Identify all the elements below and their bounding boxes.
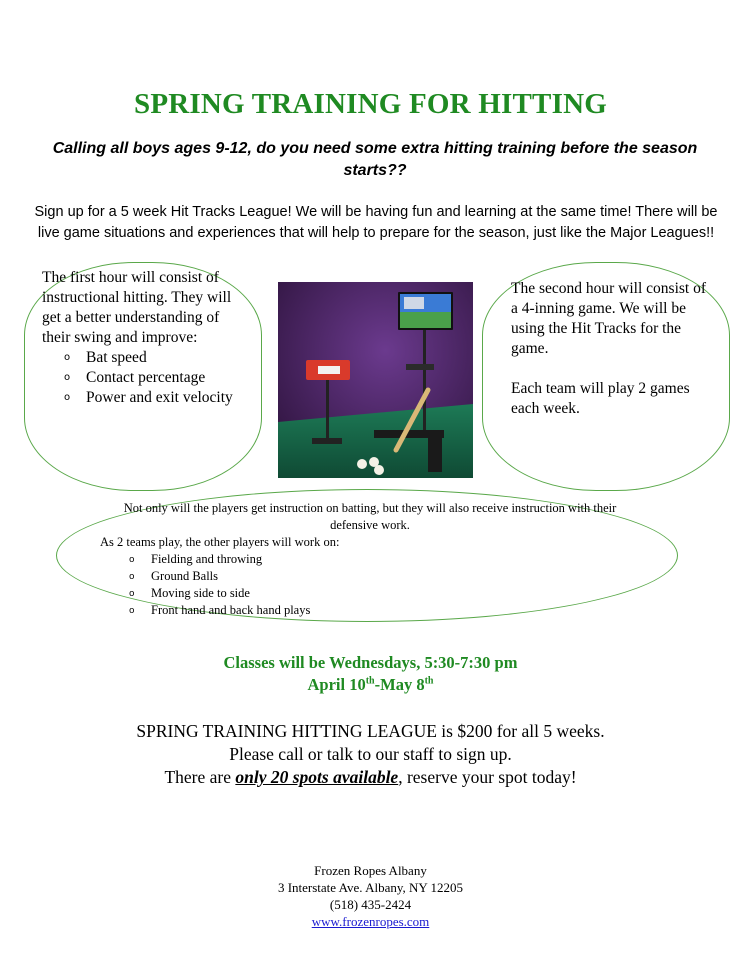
pricing-info (0, 720, 741, 789)
list-item: o Bat speed (64, 349, 147, 366)
bullet-icon: o (129, 606, 135, 616)
class-time: Classes will be Wednesdays, 5:30-7:30 pm (223, 653, 518, 672)
contact-footer (0, 862, 741, 930)
list-item: o Front hand and back hand plays (100, 602, 640, 619)
spots-line: There are only 20 spots available, reserve your spot today! (164, 767, 577, 787)
class-dates: April 10th-May 8th (307, 675, 434, 694)
price-line: SPRING TRAINING HITTING LEAGUE is $200 for all 5 weeks. (136, 721, 605, 741)
batting-station-image (278, 282, 473, 478)
bullet-icon: o (64, 392, 71, 403)
list-item: o Fielding and throwing (100, 551, 640, 568)
flyer-subtitle: Calling all boys ages 9-12, do you need some extra hitting training before the season starts?? (52, 140, 698, 179)
bullet-icon: o (129, 555, 135, 565)
class-schedule (0, 652, 741, 696)
business-address: 3 Interstate Ave. Albany, NY 12205 (277, 880, 464, 895)
hitting-skills-list (42, 348, 242, 408)
defense-skills-list (100, 551, 640, 619)
defense-lead-text: As 2 teams play, the other players will work on: (100, 535, 340, 549)
second-hour-box (511, 279, 711, 419)
intro-paragraph: Sign up for a 5 week Hit Tracks League! We will be having fun and learning at the same time! There will be live game situations and experiences that will help to prepare for the season, just like the Major Leagues!! (34, 204, 718, 241)
list-item: o Moving side to side (100, 585, 640, 602)
business-phone: (518) 435-2424 (329, 897, 412, 912)
flyer-title: SPRING TRAINING FOR HITTING (134, 88, 607, 120)
list-item: o Contact percentage (64, 369, 206, 386)
defensive-work-box (100, 500, 640, 619)
bullet-icon: o (129, 572, 135, 582)
hit-tracks-photo (278, 282, 473, 478)
website-link[interactable]: www.frozenropes.com (311, 914, 430, 929)
list-item: o Power and exit velocity (64, 389, 233, 406)
bullet-icon: o (64, 372, 71, 383)
bullet-icon: o (129, 589, 135, 599)
list-item: o Ground Balls (100, 568, 640, 585)
spots-available-emphasis: only 20 spots available (235, 767, 399, 787)
signup-line: Please call or talk to our staff to sign up. (229, 744, 512, 764)
first-hour-box (42, 268, 242, 408)
second-hour-text: The second hour will consist of a 4-inning game. We will be using the Hit Tracks for the game. (511, 280, 707, 357)
first-hour-text: The first hour will consist of instructional hitting. They will get a better understanding of their swing and improve: (42, 269, 232, 346)
defense-intro-text: Not only will the players get instruction on batting, but they will also receive instruction with their defensive work. (123, 501, 617, 532)
business-name: Frozen Ropes Albany (314, 863, 427, 878)
games-per-week-text: Each team will play 2 games each week. (511, 380, 690, 417)
bullet-icon: o (64, 352, 71, 363)
